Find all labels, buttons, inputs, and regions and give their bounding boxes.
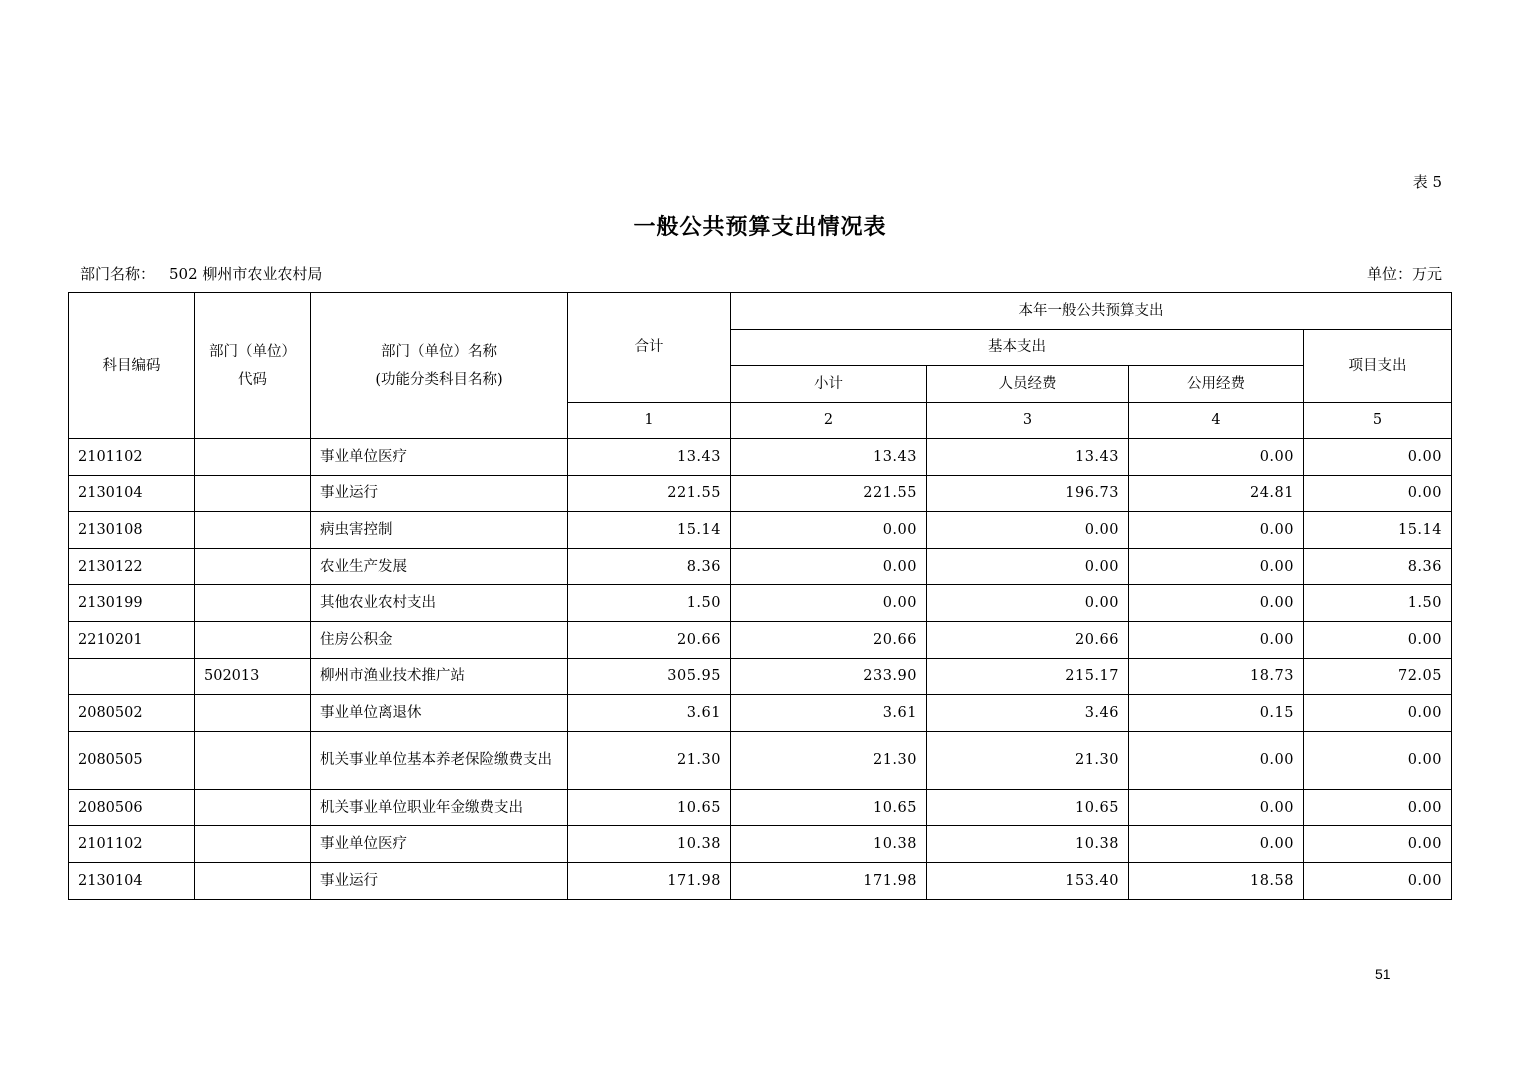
cell-total: 1.50 [568, 585, 731, 622]
page-number: 51 [1375, 966, 1391, 982]
table-row [69, 621, 1452, 658]
cell-subtotal: 3.61 [731, 695, 927, 732]
header-name-line1: 部门（单位）名称 [381, 343, 497, 360]
department-line [80, 263, 336, 284]
cell-subtotal: 21.30 [731, 731, 927, 789]
cell-public: 0.00 [1129, 789, 1304, 826]
cell-code: 2130199 [69, 585, 195, 622]
header-subtotal: 小计 [731, 366, 927, 403]
cell-total: 305.95 [568, 658, 731, 695]
table-row [69, 826, 1452, 863]
cell-total: 10.38 [568, 826, 731, 863]
cell-name: 农业生产发展 [311, 548, 568, 585]
cell-name: 机关事业单位职业年金缴费支出 [311, 789, 568, 826]
cell-public: 0.00 [1129, 585, 1304, 622]
cell-code [69, 658, 195, 695]
table-row [69, 475, 1452, 512]
cell-project: 0.00 [1304, 439, 1452, 476]
cell-personnel: 0.00 [927, 548, 1129, 585]
table-row [69, 789, 1452, 826]
cell-name: 病虫害控制 [311, 512, 568, 549]
cell-name: 事业单位离退休 [311, 695, 568, 732]
cell-dept-code [195, 439, 311, 476]
table-row [69, 695, 1452, 732]
header-dept-code-line2: 代码 [238, 371, 267, 388]
cell-public: 24.81 [1129, 475, 1304, 512]
cell-name: 事业单位医疗 [311, 826, 568, 863]
cell-code: 2210201 [69, 621, 195, 658]
cell-dept-code [195, 585, 311, 622]
cell-total: 21.30 [568, 731, 731, 789]
cell-total: 3.61 [568, 695, 731, 732]
cell-subtotal: 221.55 [731, 475, 927, 512]
cell-personnel: 0.00 [927, 512, 1129, 549]
header-personnel: 人员经费 [927, 366, 1129, 403]
header-index-3: 3 [927, 402, 1129, 439]
cell-subtotal: 0.00 [731, 548, 927, 585]
header-code: 科目编码 [69, 293, 195, 439]
cell-total: 221.55 [568, 475, 731, 512]
header-index-5: 5 [1304, 402, 1452, 439]
cell-project: 1.50 [1304, 585, 1452, 622]
cell-public: 0.00 [1129, 439, 1304, 476]
header-name [311, 293, 568, 439]
cell-dept-code [195, 621, 311, 658]
cell-personnel: 10.65 [927, 789, 1129, 826]
cell-total: 10.65 [568, 789, 731, 826]
cell-personnel: 0.00 [927, 585, 1129, 622]
table-row [69, 512, 1452, 549]
cell-dept-code [195, 475, 311, 512]
cell-public: 0.00 [1129, 826, 1304, 863]
header-dept-code [195, 293, 311, 439]
cell-code: 2130104 [69, 475, 195, 512]
table-row [69, 585, 1452, 622]
header-name-line2: (功能分类科目名称) [375, 371, 503, 388]
cell-dept-code [195, 512, 311, 549]
cell-name: 住房公积金 [311, 621, 568, 658]
cell-public: 18.58 [1129, 862, 1304, 899]
document-title: 一般公共预算支出情况表 [633, 214, 887, 240]
cell-name: 事业运行 [311, 475, 568, 512]
cell-code: 2130104 [69, 862, 195, 899]
table-number: 表 5 [1412, 173, 1442, 191]
department-label: 部门名称： [80, 265, 156, 283]
table-body [69, 439, 1452, 900]
cell-public: 0.00 [1129, 621, 1304, 658]
cell-total: 15.14 [568, 512, 731, 549]
table-row [69, 548, 1452, 585]
cell-code: 2101102 [69, 826, 195, 863]
budget-table [68, 292, 1452, 900]
header-dept-code-line1: 部门（单位） [209, 343, 296, 360]
cell-personnel: 13.43 [927, 439, 1129, 476]
table-row [69, 658, 1452, 695]
cell-subtotal: 10.38 [731, 826, 927, 863]
cell-public: 0.00 [1129, 512, 1304, 549]
cell-public: 0.00 [1129, 548, 1304, 585]
cell-subtotal: 233.90 [731, 658, 927, 695]
cell-project: 0.00 [1304, 475, 1452, 512]
cell-name: 事业运行 [311, 862, 568, 899]
header-index-2: 2 [731, 402, 927, 439]
cell-dept-code [195, 826, 311, 863]
cell-code: 2080505 [69, 731, 195, 789]
cell-project: 0.00 [1304, 621, 1452, 658]
cell-project: 0.00 [1304, 731, 1452, 789]
header-index-1: 1 [568, 402, 731, 439]
cell-personnel: 153.40 [927, 862, 1129, 899]
cell-subtotal: 171.98 [731, 862, 927, 899]
cell-dept-code: 502013 [195, 658, 311, 695]
header-basic: 基本支出 [731, 329, 1304, 366]
cell-total: 20.66 [568, 621, 731, 658]
cell-code: 2130108 [69, 512, 195, 549]
cell-name: 其他农业农村支出 [311, 585, 568, 622]
cell-project: 0.00 [1304, 826, 1452, 863]
table-row [69, 439, 1452, 476]
cell-total: 13.43 [568, 439, 731, 476]
cell-subtotal: 20.66 [731, 621, 927, 658]
cell-dept-code [195, 789, 311, 826]
header-public: 公用经费 [1129, 366, 1304, 403]
cell-personnel: 20.66 [927, 621, 1129, 658]
cell-personnel: 10.38 [927, 826, 1129, 863]
header-group: 本年一般公共预算支出 [731, 293, 1452, 330]
header-total: 合计 [568, 293, 731, 403]
cell-total: 8.36 [568, 548, 731, 585]
cell-subtotal: 13.43 [731, 439, 927, 476]
table-header [69, 293, 1452, 439]
cell-code: 2130122 [69, 548, 195, 585]
cell-public: 0.00 [1129, 731, 1304, 789]
cell-public: 18.73 [1129, 658, 1304, 695]
cell-total: 171.98 [568, 862, 731, 899]
cell-project: 0.00 [1304, 695, 1452, 732]
header-project: 项目支出 [1304, 329, 1452, 402]
cell-subtotal: 10.65 [731, 789, 927, 826]
cell-dept-code [195, 548, 311, 585]
cell-code: 2101102 [69, 439, 195, 476]
cell-project: 15.14 [1304, 512, 1452, 549]
unit-label: 单位：万元 [1366, 265, 1442, 283]
cell-project: 8.36 [1304, 548, 1452, 585]
cell-project: 0.00 [1304, 789, 1452, 826]
cell-personnel: 196.73 [927, 475, 1129, 512]
cell-subtotal: 0.00 [731, 512, 927, 549]
cell-personnel: 3.46 [927, 695, 1129, 732]
cell-dept-code [195, 862, 311, 899]
cell-public: 0.15 [1129, 695, 1304, 732]
cell-code: 2080506 [69, 789, 195, 826]
cell-code: 2080502 [69, 695, 195, 732]
cell-project: 72.05 [1304, 658, 1452, 695]
table-row [69, 862, 1452, 899]
cell-name: 机关事业单位基本养老保险缴费支出 [311, 731, 568, 789]
cell-personnel: 21.30 [927, 731, 1129, 789]
cell-dept-code [195, 695, 311, 732]
cell-name: 事业单位医疗 [311, 439, 568, 476]
header-index-4: 4 [1129, 402, 1304, 439]
table-row [69, 731, 1452, 789]
cell-subtotal: 0.00 [731, 585, 927, 622]
cell-personnel: 215.17 [927, 658, 1129, 695]
department-value: 502 柳州市农业农村局 [169, 265, 323, 283]
cell-name: 柳州市渔业技术推广站 [311, 658, 568, 695]
cell-dept-code [195, 731, 311, 789]
cell-project: 0.00 [1304, 862, 1452, 899]
